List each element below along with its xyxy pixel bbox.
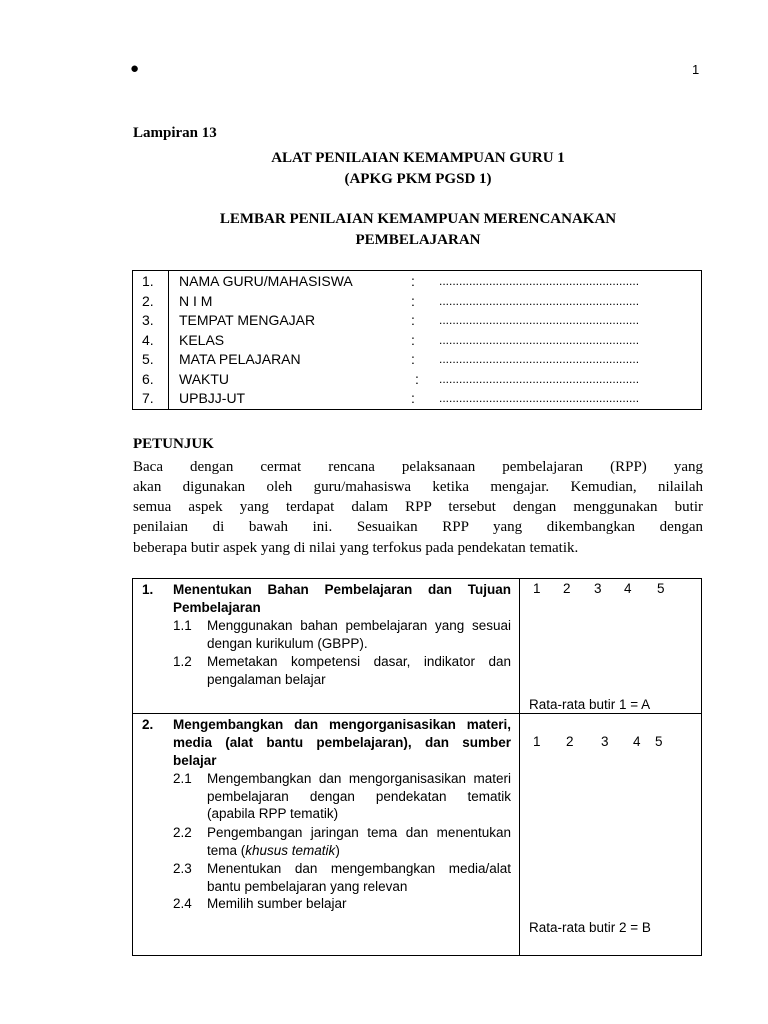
row-number: 6.	[142, 370, 154, 387]
sub-item-text: Pengembangan jaringan tema dan menentukan	[207, 825, 511, 840]
row-colon: :	[411, 312, 415, 328]
score-option[interactable]: 2	[563, 581, 571, 596]
sub-item-number: 1.2	[173, 654, 192, 669]
row-colon: :	[415, 370, 419, 387]
item-title-line: media (alat bantu pembelajaran), dan sumber	[173, 735, 511, 750]
sub-item-text: Memilih sumber belajar	[207, 896, 347, 911]
score-option[interactable]: 3	[601, 734, 609, 749]
row-number: 7.	[142, 390, 154, 406]
item-title-line: Mengembangkan dan mengorganisasikan materi,	[173, 717, 511, 732]
sub-item-text-part: )	[335, 842, 340, 858]
page-number: 1	[692, 62, 700, 77]
row-number: 4.	[142, 331, 154, 348]
fill-in-field[interactable]: ............................................................	[439, 391, 640, 405]
item-title-line: belajar	[173, 753, 217, 768]
row-colon: :	[411, 292, 415, 309]
row-number: 5.	[142, 351, 154, 367]
fill-in-field[interactable]: ............................................................	[439, 352, 640, 366]
average-score-label: Rata-rata butir 1 = A	[529, 697, 651, 712]
identity-row	[133, 311, 703, 331]
identity-table	[132, 270, 702, 410]
sub-item-text-italic: khusus tematik	[245, 842, 336, 858]
petunjuk-text-line: penilaian di bawah ini. Sesuaikan RPP yang dikembangkan dengan	[133, 519, 703, 535]
row-label: WAKTU	[179, 370, 230, 387]
fill-in-field[interactable]: ............................................................	[439, 371, 640, 386]
row-label: TEMPAT MENGAJAR	[179, 312, 316, 328]
sub-item-number: 2.3	[173, 861, 192, 876]
fill-in-field[interactable]: ............................................................	[439, 274, 640, 288]
sub-item-text: Memetakan kompetensi dasar, indikator dan	[207, 654, 511, 669]
column-divider	[519, 579, 520, 955]
average-score-label: Rata-rata butir 2 = B	[529, 920, 651, 935]
row-colon: :	[411, 351, 415, 367]
identity-row	[133, 272, 703, 292]
petunjuk-text-line: akan digunakan oleh guru/mahasiswa ketika mengajar. Kemudian, nilailah	[133, 479, 703, 495]
sub-item-text: Menggunakan bahan pembelajaran yang sesuai	[207, 618, 511, 633]
petunjuk-text-line: Baca dengan cermat rencana pelaksanaan pembelajaran (RPP) yang	[133, 459, 703, 475]
item-title-line: Menentukan Bahan Pembelajaran dan Tujuan	[173, 582, 511, 597]
sub-item-text: Mengembangkan dan mengorganisasikan materi	[207, 771, 511, 786]
sub-item-text: pembelajaran dengan pendekatan tematik	[207, 788, 511, 804]
sub-item-number: 1.1	[173, 618, 192, 633]
petunjuk-text-line: beberapa butir aspek yang di nilai yang terfokus pada pendekatan tematik.	[133, 540, 579, 556]
score-option[interactable]: 4	[633, 734, 641, 749]
evaluation-table	[132, 578, 702, 956]
main-title: ALAT PENILAIAN KEMAMPUAN GURU 1	[271, 150, 565, 166]
sheet-title: LEMBAR PENILAIAN KEMAMPUAN MERENCANAKAN	[219, 211, 617, 227]
fill-in-field[interactable]: ............................................................	[439, 332, 640, 347]
sub-item-text	[207, 842, 340, 860]
item-number: 2.	[142, 717, 154, 732]
row-label: NAMA GURU/MAHASISWA	[179, 273, 353, 289]
fill-in-field[interactable]: ............................................................	[439, 293, 640, 308]
sub-item-text: (apabila RPP tematik)	[207, 806, 339, 821]
sub-item-text: Menentukan dan mengembangkan media/alat	[207, 861, 511, 876]
identity-row	[133, 292, 703, 312]
row-number: 1.	[142, 273, 154, 289]
row-colon: :	[411, 273, 415, 289]
identity-row	[133, 370, 703, 390]
row-number: 3.	[142, 312, 154, 328]
row-colon: :	[411, 390, 415, 406]
bullet-mark: ●	[130, 60, 140, 77]
row-divider	[133, 713, 701, 714]
row-number: 2.	[142, 292, 154, 309]
petunjuk-heading: PETUNJUK	[133, 436, 214, 452]
row-colon: :	[411, 331, 415, 348]
sub-item-number: 2.4	[173, 896, 192, 911]
sub-item-text: bantu pembelajaran yang relevan	[207, 878, 408, 894]
score-option[interactable]: 5	[655, 734, 663, 749]
sub-item-number: 2.2	[173, 825, 192, 840]
item-number: 1.	[142, 582, 154, 597]
fill-in-field[interactable]: ............................................................	[439, 313, 640, 327]
score-option[interactable]: 1	[533, 734, 541, 749]
sub-item-text: pengalaman belajar	[207, 671, 326, 687]
row-label: N I M	[179, 292, 213, 309]
identity-row	[133, 389, 703, 409]
row-label: KELAS	[179, 331, 225, 348]
petunjuk-text-line: semua aspek yang terdapat dalam RPP tersebut dengan menggunakan butir	[133, 499, 703, 515]
sub-item-number: 2.1	[173, 771, 192, 786]
lampiran-label: Lampiran 13	[133, 125, 217, 141]
item-title-line: Pembelajaran	[173, 599, 261, 615]
score-option[interactable]: 4	[624, 581, 632, 596]
sheet-title-cont: PEMBELAJARAN	[355, 232, 481, 248]
identity-row	[133, 350, 703, 370]
score-option[interactable]: 2	[566, 734, 574, 749]
sub-title: (APKG PKM PGSD 1)	[344, 171, 492, 187]
sub-item-text-part: tema (	[207, 842, 246, 858]
score-option[interactable]: 5	[657, 581, 665, 596]
row-label: MATA PELAJARAN	[179, 351, 301, 367]
score-option[interactable]: 1	[533, 581, 541, 596]
score-option[interactable]: 3	[594, 581, 602, 596]
sub-item-text: dengan kurikulum (GBPP).	[207, 635, 368, 651]
identity-row	[133, 331, 703, 351]
row-label: UPBJJ-UT	[179, 390, 246, 406]
